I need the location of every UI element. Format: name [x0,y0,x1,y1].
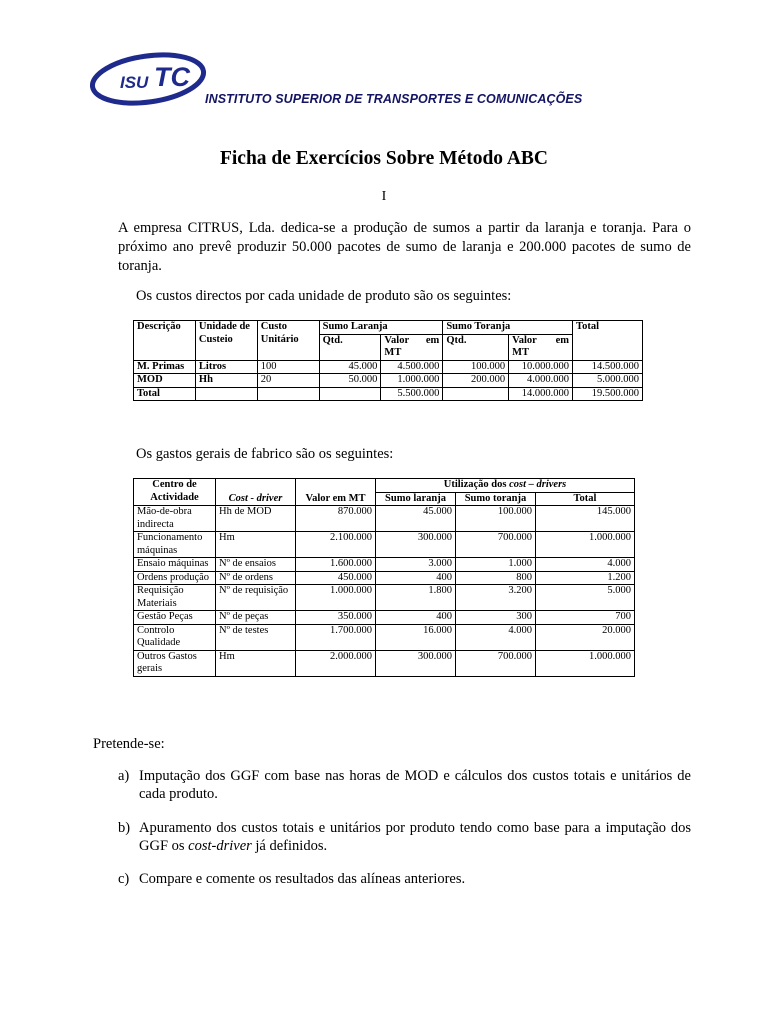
goals-label: Pretende-se: [93,736,165,752]
cell-total: 700 [536,611,635,625]
cell-laranja-qtd [319,387,381,401]
cell-total: 1.200 [536,571,635,585]
item-text: Imputação dos GGF com base nas horas de MOD e cálculos dos custos totais e unitários de cada produto. [139,768,691,802]
cell-valor: 1.000.000 [296,585,376,611]
cell-total: 19.500.000 [573,387,643,401]
header-unidade: Unidade de Custeio [195,321,257,361]
cell-sumo-toranja: 300 [456,611,536,625]
header-valor: Valor em MT [296,479,376,506]
table-row [134,624,635,650]
svg-text:TC: TC [154,62,190,92]
cell-total: 1.000.000 [536,532,635,558]
header-total: Total [536,492,635,506]
cell-valor: 2.000.000 [296,650,376,676]
cell-valor: 1.700.000 [296,624,376,650]
table-row [134,360,643,374]
header-toranja-valor: Valor em MT [509,334,573,360]
cell-sumo-toranja: 1.000 [456,558,536,572]
header-sumo-toranja: Sumo toranja [456,492,536,506]
cell-descricao: Total [134,387,196,401]
header-cost-driver: Cost - driver [216,479,296,506]
cell-cost-driver: Hm [216,650,296,676]
cell-toranja-qtd [443,387,509,401]
table-row [134,506,635,532]
table-row [134,558,635,572]
cell-sumo-laranja: 400 [376,611,456,625]
cell-total: 20.000 [536,624,635,650]
cell-toranja-qtd: 200.000 [443,374,509,388]
cell-toranja-valor: 14.000.000 [509,387,573,401]
cell-total: 14.500.000 [573,360,643,374]
table-header-row [134,479,635,493]
cell-cost-driver: Nº de peças [216,611,296,625]
cell-total: 5.000 [536,585,635,611]
cell-total: 5.000.000 [573,374,643,388]
cell-laranja-valor: 5.500.000 [381,387,443,401]
cell-centro: Gestão Peças [134,611,216,625]
cell-laranja-qtd: 50.000 [319,374,381,388]
cell-cost-driver: Hm [216,532,296,558]
cell-total: 4.000 [536,558,635,572]
item-label: b) [118,820,131,836]
header-laranja-qtd: Qtd. [319,334,381,360]
cell-total: 1.000.000 [536,650,635,676]
header-custo: Custo Unitário [257,321,319,361]
exercise-item-a [118,767,691,803]
cell-sumo-laranja: 16.000 [376,624,456,650]
cell-descricao: M. Primas [134,360,196,374]
cell-valor: 2.100.000 [296,532,376,558]
cell-centro: Funcionamento máquinas [134,532,216,558]
header-total: Total [573,321,643,361]
cell-sumo-laranja: 300.000 [376,650,456,676]
cell-centro: Controlo Qualidade [134,624,216,650]
overhead-table-body [134,506,635,677]
cell-cost-driver: Nº de ensaios [216,558,296,572]
cell-centro: Mão-de-obra indirecta [134,506,216,532]
overhead-table [133,478,635,677]
table-row [134,374,643,388]
cell-sumo-laranja: 300.000 [376,532,456,558]
table-row [134,571,635,585]
cell-sumo-toranja: 4.000 [456,624,536,650]
cell-sumo-laranja: 3.000 [376,558,456,572]
cell-custo: 100 [257,360,319,374]
cell-sumo-toranja: 3.200 [456,585,536,611]
cell-centro: Outros Gastos gerais [134,650,216,676]
cell-toranja-valor: 4.000.000 [509,374,573,388]
document-title: Ficha de Exercícios Sobre Método ABC [219,148,549,169]
cell-cost-driver: Nº de requisição [216,585,296,611]
cell-unidade: Litros [195,360,257,374]
direct-costs-intro: Os custos directos por cada unidade de produto são os seguintes: [136,288,512,304]
cell-cost-driver: Nº de ordens [216,571,296,585]
header-utilizacao: Utilização dos cost – drivers [376,479,635,493]
item-label: a) [118,768,130,784]
cell-sumo-toranja: 700.000 [456,532,536,558]
item-text: Compare e comente os resultados das alíneas anteriores. [139,871,466,887]
header-descricao: Descrição [134,321,196,361]
cell-valor: 350.000 [296,611,376,625]
cell-unidade [195,387,257,401]
exercise-item-b [118,819,691,855]
cell-centro: Requisição Materiais [134,585,216,611]
table-row [134,611,635,625]
cell-valor: 870.000 [296,506,376,532]
item-text: Apuramento dos custos totais e unitários por produto tendo como base para a imputação dos GGF os cost-driver já definidos. [139,820,691,854]
section-number: I [381,189,387,204]
cell-sumo-toranja: 700.000 [456,650,536,676]
cell-cost-driver: Nº de testes [216,624,296,650]
exercise-item-c [118,870,691,888]
overhead-intro: Os gastos gerais de fabrico são os seguintes: [136,446,394,462]
table-row [134,532,635,558]
cell-unidade: Hh [195,374,257,388]
header-centro: Centro de Actividade [134,479,216,506]
svg-text:ISU: ISU [120,73,149,92]
cell-custo: 20 [257,374,319,388]
cell-valor: 1.600.000 [296,558,376,572]
table-row [134,387,643,401]
intro-paragraph: A empresa CITRUS, Lda. dedica-se a produção de sumos a partir da laranja e toranja. Para o próximo ano prevê produzir 50.000 pacotes de sumo de laranja e 200.000 pacotes de sumo de toranja. [118,220,691,274]
cell-sumo-laranja: 1.800 [376,585,456,611]
header-toranja-qtd: Qtd. [443,334,509,360]
cell-total: 145.000 [536,506,635,532]
cell-laranja-qtd: 45.000 [319,360,381,374]
cell-sumo-laranja: 45.000 [376,506,456,532]
cell-centro: Ordens produção [134,571,216,585]
direct-costs-table [133,320,643,401]
table-header-row [134,321,643,335]
cell-sumo-toranja: 100.000 [456,506,536,532]
cell-laranja-valor: 1.000.000 [381,374,443,388]
cell-laranja-valor: 4.500.000 [381,360,443,374]
institute-name: INSTITUTO SUPERIOR DE TRANSPORTES E COMUNICAÇÕES [205,92,583,106]
cell-toranja-valor: 10.000.000 [509,360,573,374]
table-row [134,585,635,611]
cell-valor: 450.000 [296,571,376,585]
header-sumo-laranja: Sumo laranja [376,492,456,506]
header-sumo-laranja: Sumo Laranja [319,321,443,335]
header-sumo-toranja: Sumo Toranja [443,321,573,335]
item-label: c) [118,871,130,887]
cell-custo [257,387,319,401]
table-row [134,650,635,676]
cell-cost-driver: Hh de MOD [216,506,296,532]
cell-descricao: MOD [134,374,196,388]
cell-sumo-laranja: 400 [376,571,456,585]
cell-centro: Ensaio máquinas [134,558,216,572]
cell-sumo-toranja: 800 [456,571,536,585]
header-laranja-valor: Valor em MT [381,334,443,360]
cell-toranja-qtd: 100.000 [443,360,509,374]
